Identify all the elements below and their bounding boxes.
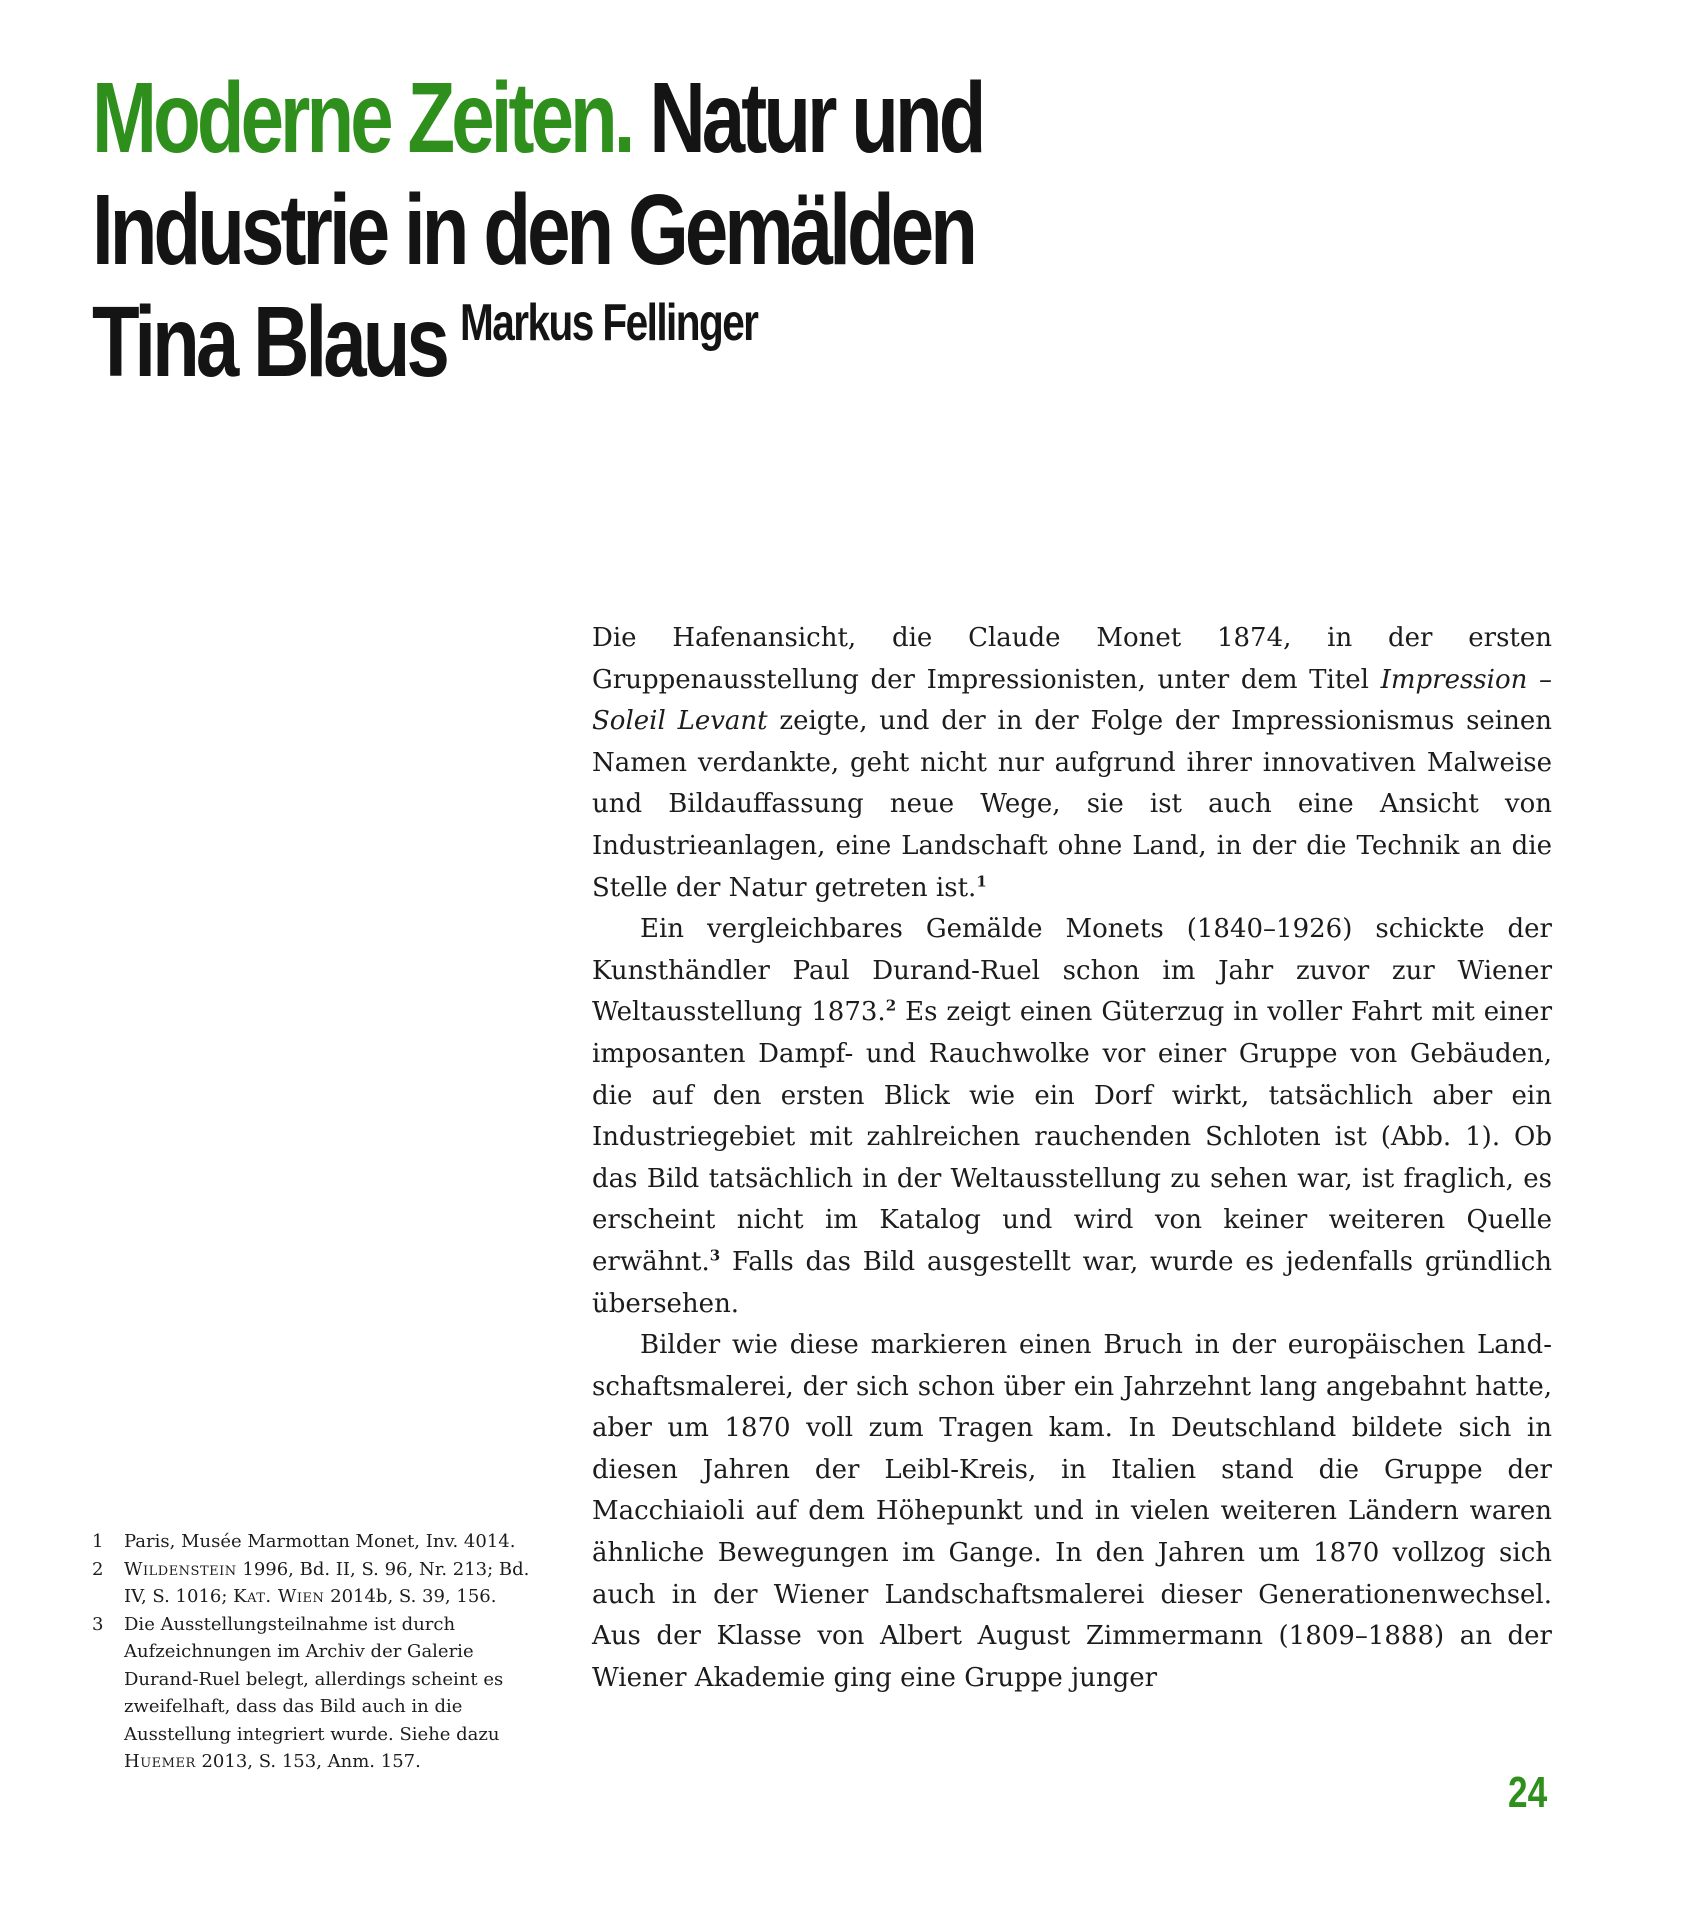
footnote-ref-2[interactable]: 2 <box>885 996 897 1015</box>
title-line-2: Industrie in den Gemälden <box>92 174 974 286</box>
paragraph-2-text-c: Falls das Bild ausgestellt war, wurde es jedenfalls gründlich übersehen. <box>592 1246 1552 1319</box>
footnote-2 <box>92 1556 532 1611</box>
citation-text: 2013, S. 153, Anm. 157. <box>195 1751 421 1772</box>
footnotes <box>92 1528 532 1776</box>
author-name: Markus Fellinger <box>460 294 758 352</box>
paragraph-1-text-b: zeigte, und der in der Folge der Impressionismus seinen Namen verdankte, geht nicht nur aufgrund ihrer innovativen Malweise und Bildauffassung neue Wege, sie ist auch eine Ansicht von Industrieanlagen, eine Landschaft ohne Land, in der die Technik an die Stelle der Natur getreten ist. <box>592 706 1552 903</box>
footnote-ref-3[interactable]: 3 <box>709 1246 721 1265</box>
paragraph-2 <box>592 909 1552 1325</box>
citation-catalog: Kat. Wien <box>233 1586 325 1607</box>
footnote-3 <box>92 1611 532 1776</box>
citation-text: 1996, Bd. II, S. 96, Nr. 213; Bd. IV, S. 1016; <box>124 1558 530 1607</box>
citation-author: Wildenstein <box>124 1558 237 1580</box>
citation-text: Die Ausstellungsteilnahme ist durch Aufzeichnungen im Archiv der Galerie Durand-Ruel belegt, allerdings scheint es zweifelhaft, dass das Bild auch in die Ausstellung integriert wurde. Siehe dazu <box>124 1613 504 1745</box>
artwork-title: Impression – Soleil Levant <box>592 664 1552 737</box>
paragraph-1 <box>592 618 1552 909</box>
title-accent: Moderne Zeiten. <box>92 62 632 174</box>
page-number: 24 <box>1508 1768 1548 1817</box>
paragraph-2-text-a: Ein vergleichbares Gemälde Monets (1840–1926) schickte der Kunsthändler Paul Durand-Ruel schon im Jahr zuvor zur Wiener Weltausstellung 1873. <box>592 914 1552 1028</box>
title-line-3 <box>92 286 794 415</box>
footnote-number: 2 <box>92 1558 104 1580</box>
paragraph-3: Bilder wie diese markieren einen Bruch in der europäischen Landschaftsmalerei, der sich schon über ein Jahrzehnt lang angebahnt hatte, aber um 1870 voll zum Tragen kam. In Deutschland bildete sich in diesen Jahren der Leibl-Kreis, in Italien stand die Gruppe der Macchiaioli auf dem Höhepunkt und in vielen weiteren Ländern waren ähnliche Bewegungen im Gange. In den Jahren um 1870 vollzog sich auch in der Wiener Landschaftsmalerei dieser Generationenwechsel. Aus der Klasse von Albert August Zimmermann (1809–1888) an der Wiener Akademie ging eine Gruppe junger <box>592 1330 1552 1693</box>
footnote-number: 1 <box>92 1531 104 1552</box>
title-line-1-rest: Natur und <box>649 62 983 174</box>
citation-author: Huemer <box>124 1751 196 1772</box>
body-text <box>592 618 1552 1699</box>
footnote-text <box>124 1611 532 1776</box>
footnote-text: Paris, Musée Marmottan Monet, Inv. 4014. <box>124 1531 516 1552</box>
footnote-number: 3 <box>92 1613 104 1635</box>
chapter-title <box>92 62 983 415</box>
footnote-ref-1[interactable]: 1 <box>976 871 987 890</box>
paragraph-1-text-a: Die Hafenansicht, die Claude Monet 1874, in der ersten Gruppenausstellung der Impressionisten, unter dem Titel <box>592 623 1552 695</box>
footnote-text <box>124 1556 532 1611</box>
citation-text: 2014b, S. 39, 156. <box>324 1586 497 1607</box>
footnote-1 <box>92 1528 532 1556</box>
title-line-3-text: Tina Blaus <box>92 286 447 398</box>
paragraph-2-text-b: Es zeigt einen Güterzug in voller Fahrt mit einer imposanten Dampf- und Rauchwolke vor einer Gruppe von Gebäuden, die auf den ersten Blick wie ein Dorf wirkt, tatsächlich aber ein Industriegebiet mit zahlreichen rauchenden Schloten ist (Abb. 1). Ob das Bild tatsächlich in der Weltausstellung zu sehen war, ist fraglich, es erscheint nicht im Katalog und wird von keiner weiteren Quelle erwähnt. <box>592 997 1552 1277</box>
title-line-1 <box>92 62 983 174</box>
